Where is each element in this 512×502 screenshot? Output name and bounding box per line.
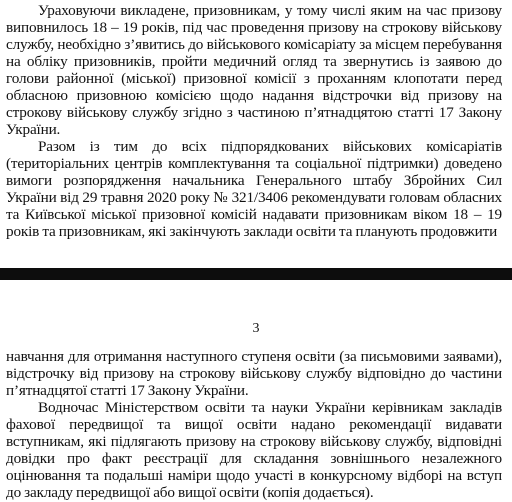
page-number: 3 [252,321,260,336]
paragraph-deferment-procedure: Ураховуючи викладене, призовникам, у тому числі яким на час призову виповнилось 18 – 19 років, під час проведення призову на строкову військову службу, необхідно з’явитись до військового комісаріату за місцем перебування на обліку призовників, пройти медичний огляд та звернутись із заявою до голови районної (міської) призовної комісії з проханням клопотати перед обласною призовною комісією щодо надання відстрочки від призову на строкову військову службу згідно з частиною п’ятнадцятою статті 17 Закону України. [6,2,502,138]
page-divider [0,268,512,280]
paragraph-ministry-recommendations: Водночас Міністерством освіти та науки України керівникам закладів фахової передвищої та вищої освіти надано рекомендації видавати вступникам, які підлягають призову на строкову військову службу, відповідні довідки про факт реєстрації для складання зовнішнього незалежного оцінювання та подальші наміри щодо участі в конкурсному відборі на вступ до закладу передвищої або вищої освіти (копія додається). [6,399,502,501]
paragraph-continuation: навчання для отримання наступного ступеня освіти (за письмовими заявами), відстрочку від призову на строкову військову службу відповідно до частини п’ятнадцятої статті 17 Закону України. [6,348,502,399]
paragraph-general-staff-order: Разом із тим до всіх підпорядкованих військових комісаріатів (територіальних центрів комплектування та соціальної підтримки) доведено вимоги розпорядження начальника Генерального штабу Збройних Сил України від 29 травня 2020 року № 321/3406 рекомендувати головам обласних та Київської міської призовної комісій надавати призовникам віком 18 – 19 років та призовникам, які закінчують заклади освіти та планують продовжити [6,138,502,240]
document-page-bottom [0,292,512,502]
